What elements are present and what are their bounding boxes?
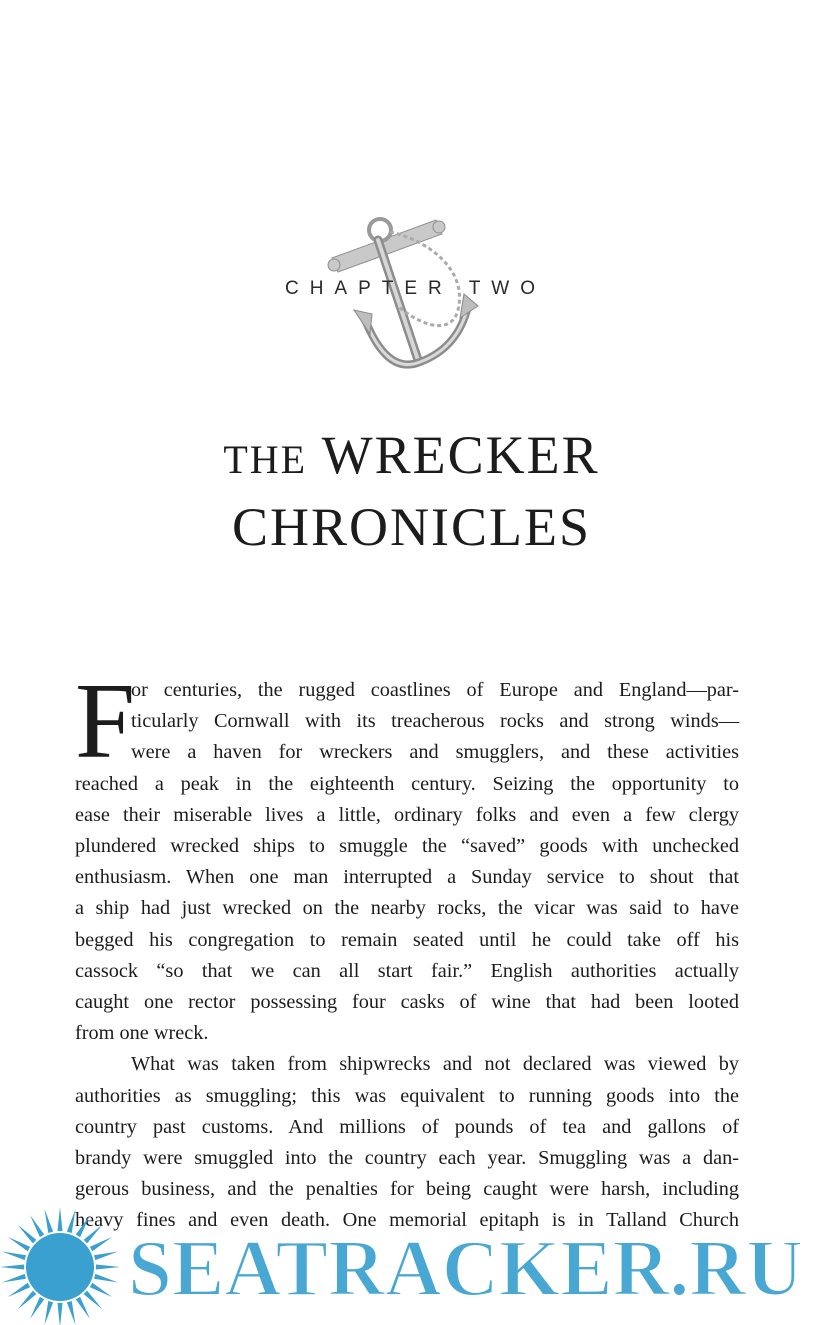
- text-line: a ship had just wrecked on the nearby rocks, the vicar was said to have: [75, 897, 739, 920]
- drop-cap: F: [75, 662, 136, 781]
- sun-ray: [90, 1237, 112, 1251]
- sun-ray: [57, 1303, 62, 1325]
- paragraph-1: [75, 662, 739, 1049]
- text-line: ease their miserable lives a little, ordinary folks and even a few clergy: [75, 803, 739, 826]
- sun-ray: [18, 1291, 37, 1310]
- sun-ray: [57, 1207, 62, 1231]
- text-line: reached a peak in the eighteenth century. Seizing the opportunity to: [75, 772, 739, 795]
- watermark-text: SEATRACKER.RU: [128, 1225, 803, 1313]
- text-line: brandy were smuggled into the country each year. Smuggling was a dan-: [75, 1147, 739, 1170]
- sun-burst-icon: [0, 1207, 120, 1325]
- sun-ray: [96, 1264, 120, 1269]
- text-line: plundered wrecked ships to smuggle the “saved” goods with unchecked: [75, 835, 739, 858]
- text-line: caught one rector possessing four casks of wine that had been looted: [75, 991, 739, 1014]
- chapter-title-line-1: [0, 420, 815, 495]
- sun-ray: [8, 1237, 30, 1251]
- sun-ray: [18, 1225, 37, 1244]
- title-word-wrecker: WRECKER: [321, 425, 600, 485]
- text-line: from one wreck.: [75, 1022, 209, 1045]
- sun-ray: [0, 1264, 24, 1269]
- text-line: were a haven for wreckers and smugglers, and these activities: [131, 741, 739, 764]
- body-text: [75, 662, 739, 1237]
- sun-ray: [90, 1283, 112, 1297]
- sun-ray: [30, 1297, 44, 1319]
- sun-ray: [44, 1301, 53, 1325]
- sun-ray: [84, 1225, 103, 1244]
- text-line: heavy fines and even death. One memorial epitaph is in Talland Church: [75, 1209, 739, 1232]
- text-line: begged his congregation to remain seated until he could take off his: [75, 928, 739, 951]
- chapter-label: CHAPTER TWO: [284, 278, 547, 299]
- sun-ray: [67, 1209, 76, 1233]
- sun-ray: [44, 1209, 53, 1233]
- text-line: country past customs. And millions of pounds of tea and gallons of: [75, 1115, 739, 1138]
- title-article: THE: [223, 437, 308, 482]
- text-line: cassock “so that we can all start fair.” English authorities actually: [75, 959, 739, 982]
- sun-ray: [94, 1251, 118, 1260]
- sun-ray: [94, 1274, 118, 1283]
- sun-ray: [8, 1283, 30, 1297]
- text-line: What was taken from shipwrecks and not declared was viewed by: [131, 1053, 739, 1076]
- text-line: enthusiasm. When one man interrupted a Sunday service to shout that: [75, 866, 739, 889]
- sun-ray: [2, 1274, 26, 1283]
- sun-ray: [76, 1215, 90, 1237]
- sun-ray: [84, 1291, 103, 1310]
- sun-ray: [76, 1297, 90, 1319]
- sun-ray: [67, 1301, 76, 1325]
- chapter-title-line-2: CHRONICLES: [231, 497, 592, 557]
- text-line: or centuries, the rugged coastlines of Europe and England—par-: [131, 679, 739, 701]
- sun-ray: [30, 1215, 44, 1237]
- text-line: ticularly Cornwall with its treacherous rocks and strong winds—: [131, 710, 739, 733]
- sun-ray: [2, 1251, 26, 1260]
- text-line: authorities as smuggling; this was equivalent to running goods into the: [75, 1084, 739, 1107]
- watermark: [0, 1205, 815, 1325]
- text-line: gerous business, and the penalties for being caught were harsh, including: [75, 1178, 739, 1201]
